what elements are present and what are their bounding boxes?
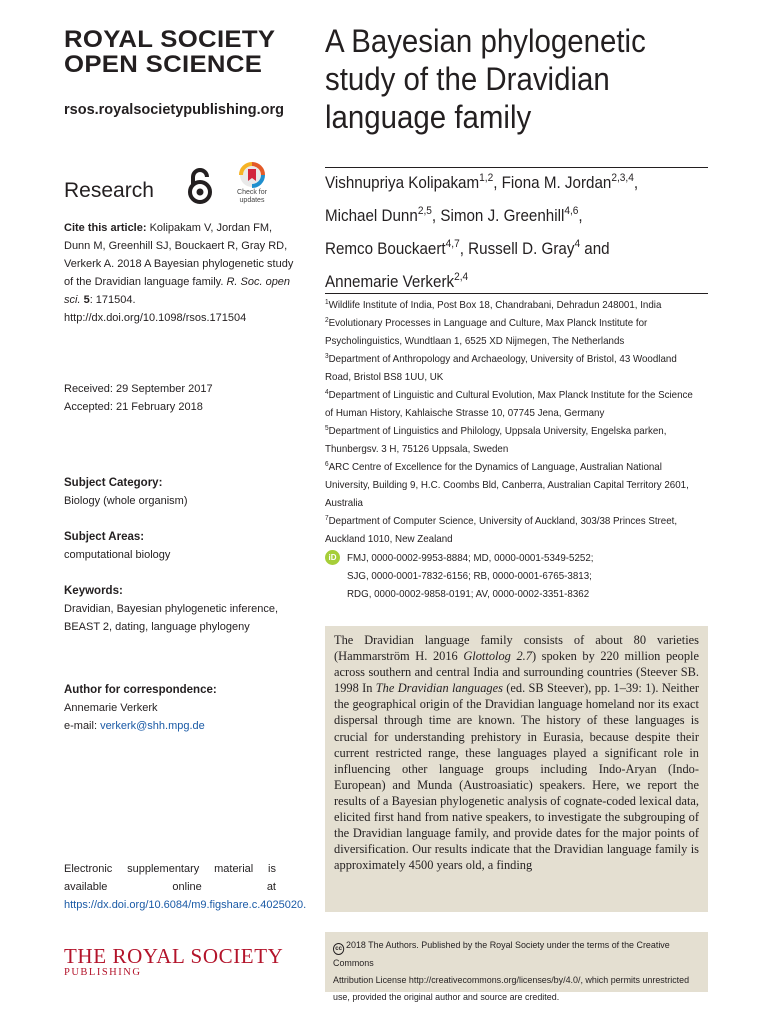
abstract-text <box>334 632 699 873</box>
affiliation-text: Department of Computer Science, University of Auckland, 303/38 Princes Street, <box>328 515 678 527</box>
author-sep: , <box>459 240 469 258</box>
keywords <box>64 582 294 636</box>
affiliation-item <box>325 314 681 332</box>
author-line <box>325 167 684 200</box>
subject-areas-heading: Subject Areas: <box>64 531 145 543</box>
cite-doi[interactable]: http://dx.doi.org/10.1098/rsos.171504 <box>64 312 247 324</box>
author-name: Fiona M. Jordan <box>501 174 612 192</box>
affiliation-num: 2 <box>325 317 329 324</box>
accepted-date: Accepted: 21 February 2018 <box>64 401 203 413</box>
email-link[interactable]: verkerk@shh.mpg.de <box>100 720 205 732</box>
orcid-line[interactable]: FMJ, 0000-0002-9953-8884; MD, 0000-0001-5349-5252; <box>347 552 594 564</box>
subject-areas-value: computational biology <box>64 549 171 561</box>
abstract-italic: Glottolog 2.7 <box>463 649 532 664</box>
publisher-name: THE ROYAL SOCIETY <box>64 944 284 968</box>
subject-category <box>64 474 294 510</box>
author-name: Russell D. Gray <box>468 240 575 258</box>
title-line2: study of the Dravidian <box>325 61 610 97</box>
affiliation-num: 6 <box>325 461 329 468</box>
affiliation-text: Evolutionary Processes in Language and Culture, Max Planck Institute for <box>328 317 648 329</box>
license-line1-text: 2018 The Authors. Published by the Royal Society under the terms of the Creative Commons <box>333 940 670 969</box>
author-sep: , <box>633 174 639 192</box>
abstract-part: The Dravidian language family consists of about 80 varieties (Hammarström H. 2016 <box>334 633 699 664</box>
open-access-icon <box>185 167 215 205</box>
abstract-italic: The Dravidian languages <box>375 681 503 696</box>
section-label: Research <box>64 179 154 202</box>
license-line3: use, provided the original author and source are credited. <box>333 992 560 1003</box>
correspondence <box>64 681 294 735</box>
author-affil: 4 <box>574 238 581 250</box>
affiliation-continuation: Thunbergsv. 3 H, 75126 Uppsala, Sweden <box>325 443 509 455</box>
title-line3: language family <box>325 99 532 135</box>
author-affil: 2,5 <box>417 205 432 217</box>
correspondence-heading: Author for correspondence: <box>64 684 217 696</box>
email-label: e-mail: <box>64 720 101 732</box>
journal-name-line2: OPEN SCIENCE <box>64 51 263 78</box>
article-title <box>325 22 693 136</box>
correspondence-email-line <box>64 717 294 735</box>
keywords-line1: Dravidian, Bayesian phylogenetic inference, <box>64 603 279 615</box>
license-line2: Attribution License http://creativecommons.org/licenses/by/4.0/, which permits unrestricted <box>333 975 690 986</box>
author-affil: 1,2 <box>479 172 494 184</box>
affiliation-item <box>325 350 681 368</box>
subject-category-value: Biology (whole organism) <box>64 495 188 507</box>
dates-block <box>64 380 294 416</box>
check-for-updates-line1: Check for <box>237 189 267 196</box>
citation-block <box>64 219 294 327</box>
orcid-line[interactable]: RDG, 0000-0002-9858-0191; AV, 0000-0002-3351-8362 <box>347 588 590 600</box>
abstract-part: (ed. SB Steever), pp. 1–39: 1). Neither the geographical origin of the Dravidian language homeland nor its exact dispersal through time are known. The history of these languages is crucial for understanding prehistory in Eurasia, because despite their current restricted range, these languages played a significant role in influencing other language groups including Indo-Aryan (Indo-European) and Munda (Austroasiatic) speakers. Here, we report the results of a Bayesian phylogenetic analysis of cognate-coded lexical data, elicited first hand from native speakers, to investigate the subgrouping of the Dravidian language family, and provide dates for the major points of diversification. Our results indicate that the Dravidian language family is approximately 4500 years old, a finding <box>334 681 700 873</box>
keywords-heading: Keywords: <box>64 585 123 597</box>
affiliation-continuation: Road, Bristol BS8 1UU, UK <box>325 371 444 383</box>
author-affil: 2,3,4 <box>611 172 634 184</box>
subject-areas <box>64 528 294 564</box>
cite-pages: : 171504. <box>89 294 136 306</box>
author-sep: , <box>493 174 502 192</box>
author-name: Remco Bouckaert <box>325 240 446 258</box>
check-for-updates-label <box>232 189 272 204</box>
affiliation-num: 5 <box>325 425 329 432</box>
affiliation-num: 3 <box>325 353 329 360</box>
author-line <box>325 266 684 299</box>
affiliation-text: Department of Linguistic and Cultural Evolution, Max Planck Institute for the Science <box>328 389 693 401</box>
author-affil: 2,4 <box>454 271 469 283</box>
affiliation-num: 4 <box>325 389 329 396</box>
correspondence-name: Annemarie Verkerk <box>64 702 158 714</box>
subject-category-heading: Subject Category: <box>64 477 163 489</box>
cite-journal: R. Soc. open sci. <box>64 276 291 306</box>
author-list <box>325 167 684 299</box>
orcid-list <box>347 549 593 603</box>
author-affil: 4,7 <box>445 238 460 250</box>
orcid-line[interactable]: SJG, 0000-0001-7832-6156; RB, 0000-0001-6765-3813; <box>347 570 592 582</box>
abstract-part: ) spoken by 220 million people across southern and central India and surrounding countries (Steever SB. 1998 In <box>334 649 699 696</box>
affiliation-continuation: Australia <box>325 497 363 509</box>
author-name: Simon J. Greenhill <box>440 207 565 225</box>
affiliation-item <box>325 386 693 404</box>
affiliation-text: ARC Centre of Excellence for the Dynamics of Language, Australian National <box>328 461 662 473</box>
affiliation-item <box>325 512 681 530</box>
supplementary-link[interactable]: https://dx.doi.org/10.6084/m9.figshare.c.4025020. <box>64 899 307 911</box>
author-sep: and <box>580 240 610 258</box>
check-for-updates-line2: updates <box>239 196 265 204</box>
received-date: Received: 29 September 2017 <box>64 383 213 395</box>
affiliation-continuation: Auckland 1010, New Zealand <box>325 533 453 545</box>
cite-text: Kolipakam V, Jordan FM, Dunn M, Greenhill SJ, Bouckaert R, Gray RD, Verkerk A. 2018 A Bayesian phylogenetic study of the Dravidian language family. <box>64 222 294 288</box>
affiliation-num: 1 <box>325 299 329 306</box>
author-affil: 4,6 <box>564 205 579 217</box>
title-line1: A Bayesian phylogenetic <box>325 23 646 59</box>
keywords-line2: BEAST 2, dating, language phylogeny <box>64 621 250 633</box>
license-line1 <box>333 937 700 972</box>
journal-logo <box>64 27 304 77</box>
cite-volume: 5 <box>83 294 90 306</box>
abstract-box <box>325 626 708 912</box>
affiliation-continuation: Psycholinguistics, Wundtlaan 1, 6525 XD Nijmegen, The Netherlands <box>325 335 625 347</box>
supplementary-material <box>64 860 307 914</box>
authors-rule <box>325 293 708 294</box>
affiliation-item <box>325 458 681 476</box>
supplementary-text: Electronic supplementary material is available online at <box>64 863 276 893</box>
affiliation-text: Department of Anthropology and Archaeology, University of Bristol, 43 Woodland <box>328 353 677 365</box>
author-name: Annemarie Verkerk <box>325 273 455 291</box>
journal-name-line1: ROYAL SOCIETY <box>64 26 276 53</box>
affiliations <box>325 296 693 548</box>
author-line <box>325 233 684 266</box>
author-sep: , <box>431 207 441 225</box>
license-box <box>325 932 708 1003</box>
author-sep: , <box>578 207 583 225</box>
orcid-icon[interactable]: iD <box>325 550 340 565</box>
publisher-logo <box>64 945 283 979</box>
author-line <box>325 200 684 233</box>
check-for-updates-icon[interactable] <box>232 162 272 208</box>
affiliation-text: Wildlife Institute of India, Post Box 18, Chandrabani, Dehradun 248001, India <box>328 299 662 311</box>
author-name: Michael Dunn <box>325 207 418 225</box>
affiliation-continuation: University, Building 9, H.C. Coombs Bld, Canberra, Australian Capital Territory 2601, <box>325 479 689 491</box>
affiliation-num: 7 <box>325 515 329 522</box>
author-name: Vishnupriya Kolipakam <box>325 174 480 192</box>
cc-icon: cc <box>333 943 344 955</box>
affiliation-text: Department of Linguistics and Philology, Uppsala University, Engelska parken, <box>328 425 667 437</box>
publisher-sub: PUBLISHING <box>64 967 142 978</box>
journal-url[interactable]: rsos.royalsocietypublishing.org <box>64 102 284 118</box>
license-text <box>333 937 700 1006</box>
affiliation-item <box>325 296 681 314</box>
cite-label: Cite this article: <box>64 222 147 234</box>
affiliation-continuation: of Human History, Kahlaische Strasse 10, 07745 Jena, Germany <box>325 407 605 419</box>
affiliation-item <box>325 422 681 440</box>
